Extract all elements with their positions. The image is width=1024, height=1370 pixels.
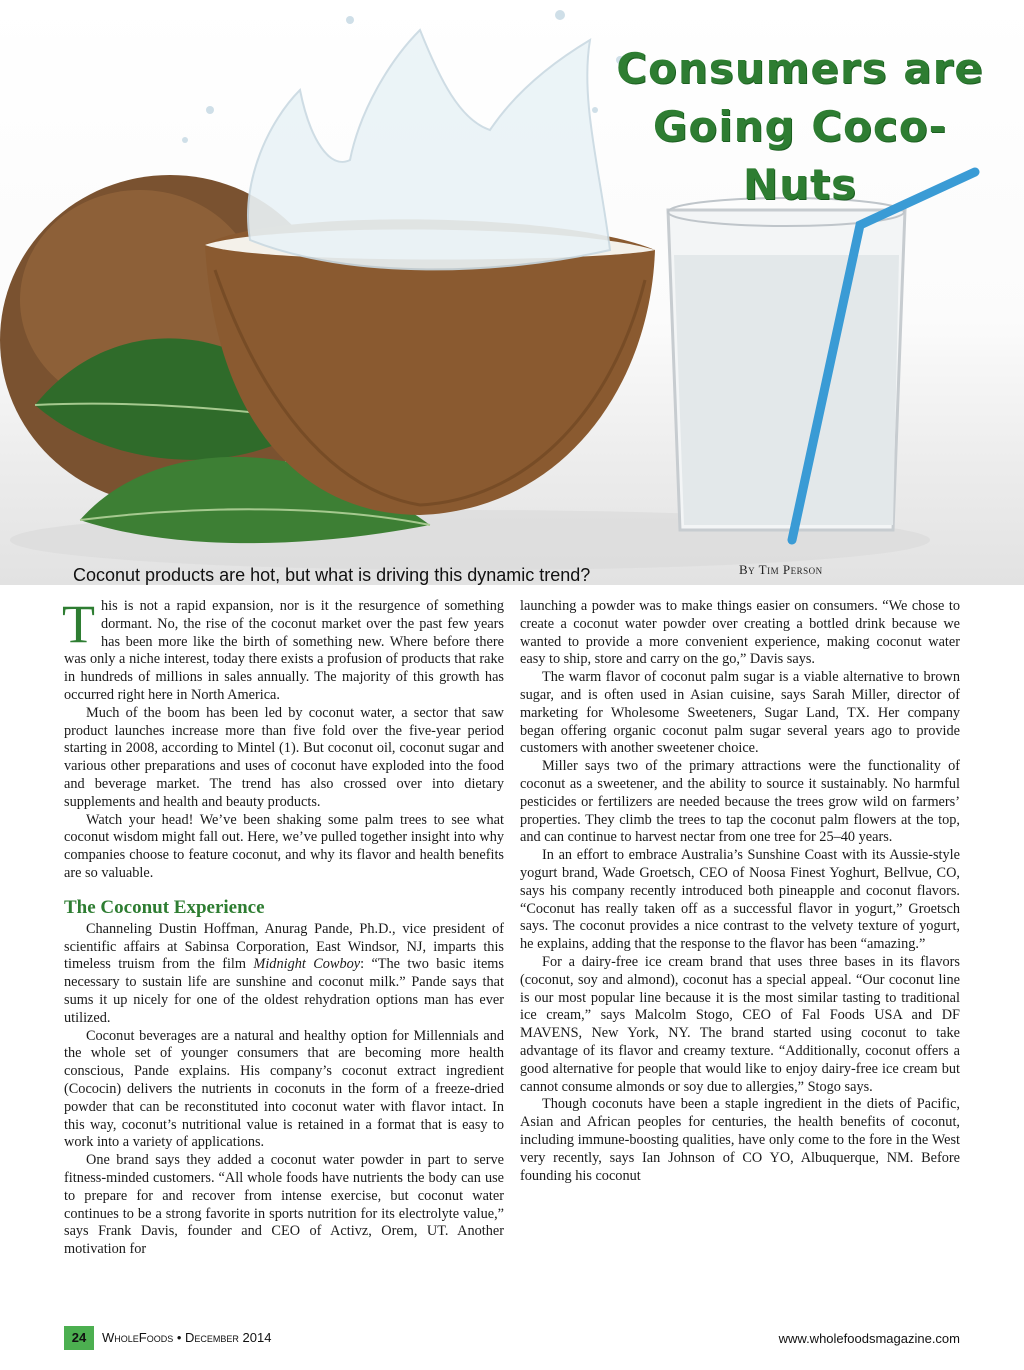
section-heading: The Coconut Experience [64,896,265,918]
headline [600,40,1000,214]
water-splash [248,30,610,269]
page-number: 24 [64,1326,94,1350]
paragraph: Miller says two of the primary attractions were the functionality of coconut as a sweetener, and the ability to source it sustainably. No harmful pesticides or fertilizers are needed because the trees grow wild on farmers’ properties. They climb the trees to tap the coconut palm flowers at the top, and can continue to harvest nectar from one tree for 25–40 years. [520,758,960,846]
paragraph: Though coconuts have been a staple ingredient in the diets of Pacific, Asian and African peoples for centuries, the health benefits of coconut, including immune-boosting qualities, have only come to the fore in the West very recently, says Ian Johnson of CO YO, Albuquerque, NM. Before founding his coconut [520,1096,960,1184]
film-title: Midnight Cowboy [253,956,361,973]
article-column-left [62,594,504,1259]
publication-info: WholeFoods • December 2014 [102,1330,272,1345]
drop-cap: T [62,594,95,654]
paragraph: In an effort to embrace Australia’s Sunshine Coast with its Aussie-style yogurt brand, Wade Groetsch, CEO of Noosa Finest Yoghurt, Bellvue, CO, says his company recently introduced both pineapple and coconut flavors. “Coconut has really taken off as a successful flavor in yogurt,” Groetsch says. The coconut provides a nice contrast to the velvety texture of yogurt, he explains, adding that the response to the flavor has been “amazing.” [520,847,960,953]
paragraph: This is not a rapid expansion, nor is it the resurgence of something dormant. No, the rise of the coconut market over the past few years has been more like the birth of something new. Where before there was only a niche interest, today there exists a profusion of products that rake in hundreds of millions in sales annually. The majority of this growth has occurred right here in North America. [62,594,504,703]
paragraph: Coconut beverages are a natural and healthy option for Millennials and the whole set of younger consumers that are becoming more health conscious, Pande explains. His company’s coconut extract ingredient (Cococin) delivers the nutrients in coconuts in the form of a freeze-dried powder that can be reconstituted into coconut water with flavor intact. In this way, coconut’s nutritional value is retained in a format that is easy to work into a variety of applications. [64,1027,504,1151]
paragraph: launching a powder was to make things easier on consumers. “We chose to create a coconut water powder over creating a bottled drink because we wanted to provide a more convenient experience, making coconut water easy to ship, store and carry on the go,” Davis says. [520,598,960,668]
website-url[interactable]: www.wholefoodsmagazine.com [778,1331,960,1346]
subhead: Coconut products are hot, but what is driving this dynamic trend? [73,565,591,585]
paragraph: For a dairy-free ice cream brand that uses three bases in its flavors (coconut, soy and almond), coconut has a special appeal. “Our coconut line is our most popular line because it is the most similar tasting to traditional ice cream,” says Malcolm Stogo, CEO of Fal Foods USA and DF MAVENS, New York, NY. The brand started using coconut to take advantage of its flavor and creamy texture. “Additionally, coconut offers a good alternative for people that would like to enjoy dairy-free ice cream but cannot consume almonds or soy due to allergies,” Stogo says. [520,953,960,1095]
paragraph: Watch your head! We’ve been shaking some palm trees to see what coconut wisdom might fall out. Here, we’ve pulled together insight into why companies choose to feature coconut, and why its flavor and health benefits are so valuable. [64,811,504,881]
paragraph: One brand says they added a coconut water powder in part to serve fitness-minded customers. “All whole foods have nutrients the body can use to prepare for and recover from intense exercise, but coconut water continues to be a strong favorite in sports nutrition for its electrolyte value,” says Frank Davis, founder and CEO of Activz, Orem, UT. Another motivation for [64,1152,504,1258]
article-column-right [520,598,960,1185]
hero-photo [0,0,1024,585]
page-footer [64,1326,960,1350]
byline: By Tim Person [739,562,823,577]
paragraph: Much of the boom has been led by coconut water, a sector that saw product launches increase more than five fold over the five-year period starting in 2008, according to Mintel (1). But coconut oil, coconut sugar and various other preparations and uses of coconut have exploded into the food and beverage market. The trend has also crossed over into dietary supplements and health and beauty products. [64,704,504,810]
headline-line-2: Going Coco-Nuts [652,102,948,209]
paragraph: Channeling Dustin Hoffman, Anurag Pande, Ph.D., vice president of scientific affairs at Sabinsa Corporation, East Windsor, NJ, imparts this timeless truism from the film Midnight Cowboy: “The two basic items necessary to sustain life are sunshine and coconut milk.” Pande says that sums it up nicely for one of the oldest rehydration options man has ever utilized. [64,920,504,1026]
headline-line-1: Consumers are [616,44,984,93]
paragraph: The warm flavor of coconut palm sugar is a viable alternative to brown sugar, and is often used in Asian cuisine, says Sarah Miller, director of marketing for Wholesome Sweeteners, Sugar Land, TX. Her company began offering organic coconut palm sugar several years ago to provide customers with another sweetener choice. [520,669,960,757]
